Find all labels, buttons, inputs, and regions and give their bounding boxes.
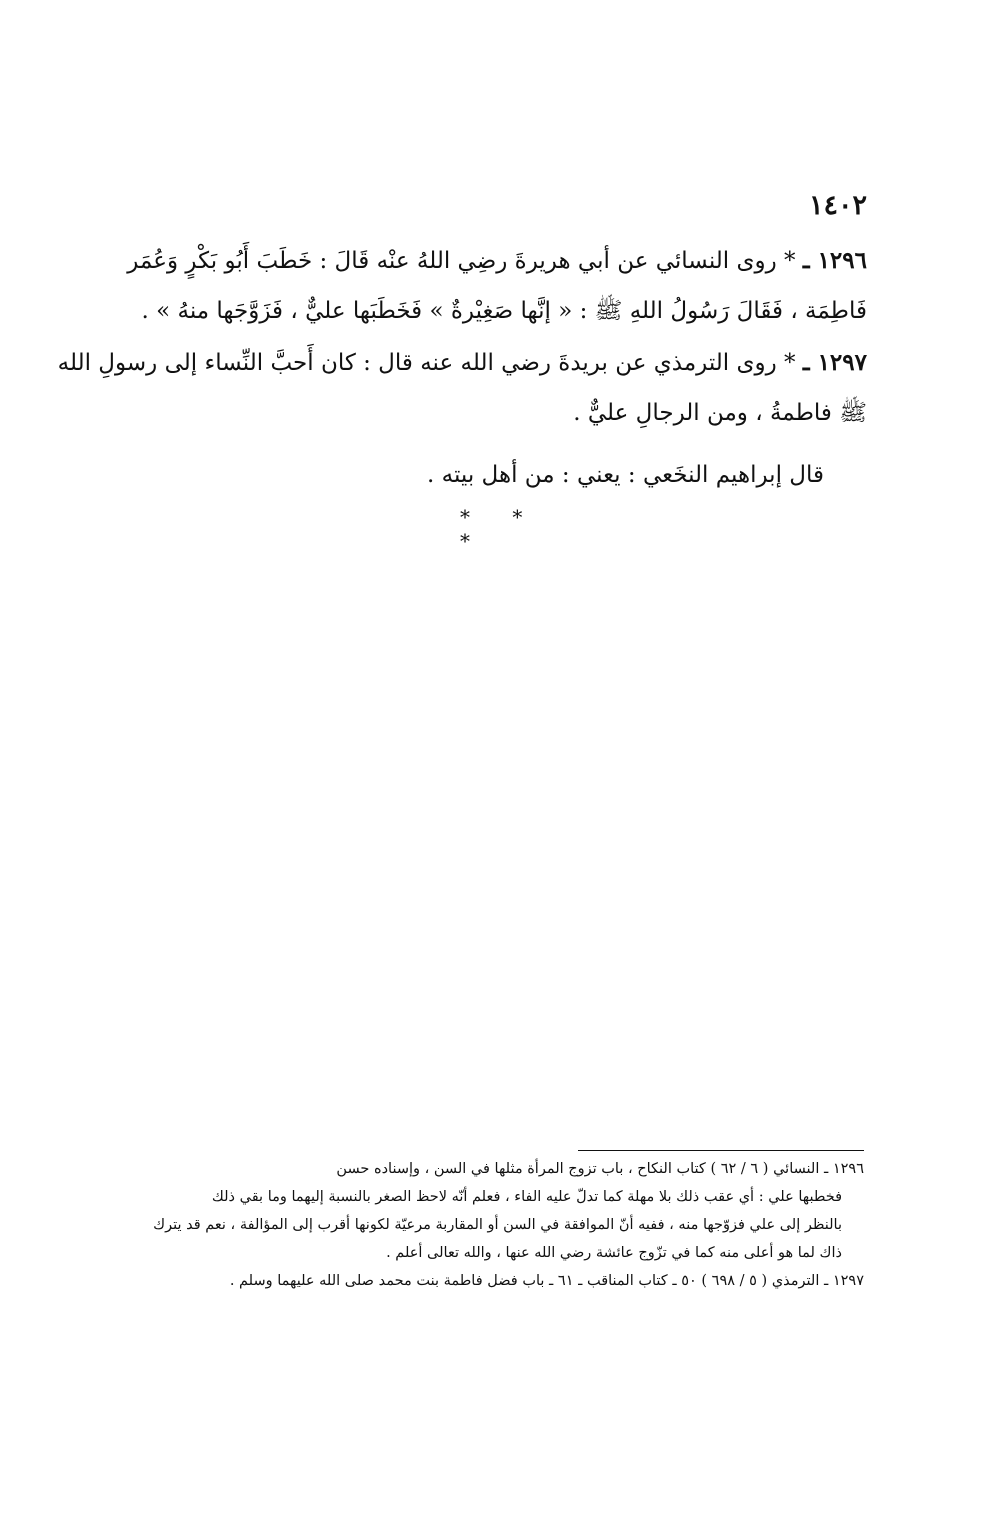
nakhai-note (427, 450, 824, 500)
hadith-1297 (57, 338, 867, 438)
footnote-divider (578, 1150, 864, 1151)
hadith-1297-text-1: * روى الترمذي عن بريدةَ رضي الله عنه قال : كان أَحبَّ النِّساء إلى رسولِ الله (57, 350, 796, 376)
footnote-1296-line-3: بالنظر إلى علي فزوّجها منه ، ففيه أنّ الموافقة في السن أو المقاربة مرعيّة لكونها أقرب إلى المؤالفة ، نعم قد يترك (153, 1217, 842, 1233)
footnote-1296-line-4: ذاك لما هو أعلى منه كما في تزّوج عائشة رضي الله عنها ، والله تعالى أعلم . (386, 1245, 842, 1261)
hadith-1296 (127, 236, 867, 336)
footnote-1296-line-1: ١٢٩٦ ـ النسائي ( ٦ / ٦٢ ) كتاب النكاح ، باب تزوج المرأة مثلها في السن ، وإسناده حسن (336, 1161, 864, 1177)
hadith-1297-line-2: ﷺ فاطمةُ ، ومن الرجالِ عليٌّ . (573, 400, 867, 426)
nakhai-note-text: قال إبراهيم النخَعي : يعني : من أهل بيته . (426, 462, 824, 488)
hadith-1296-text-1: * روى النسائي عن أبي هريرةَ رضِي اللهُ عنْه قَالَ : خَطَبَ أَبُو بَكْرٍ وَعُمَر (127, 248, 796, 274)
hadith-1296-line-2: فَاطِمَة ، فَقَالَ رَسُولُ اللهِ ﷺ : « إنَّها صَغِيْرةٌ » فَخَطَبَها عليٌّ ، فَزَوَّجَها منهُ » . (141, 298, 867, 324)
hadith-1297-line-1 (57, 338, 867, 388)
footnotes (150, 1155, 864, 1295)
footnote-1296-line-2: فخطبها علي : أي عقب ذلك بلا مهلة كما تدلّ عليه الفاء ، فعلم أنّه لاحظ الصغر بالنسبة إليهما وما بقي ذلك (211, 1189, 842, 1205)
hadith-1296-line-1 (127, 236, 867, 286)
footnote-1297-line-1: ١٢٩٧ ـ الترمذي ( ٥ / ٦٩٨ ) ٥٠ ـ كتاب المناقب ـ ٦١ ـ باب فضل فاطمة بنت محمد صلى الله عليهما وسلم . (229, 1273, 864, 1289)
hadith-1297-number: ١٢٩٧ ـ (802, 349, 867, 376)
page-number: ١٤٠٢ (808, 190, 867, 221)
section-separator: * * * (460, 505, 541, 553)
hadith-1296-number: ١٢٩٦ ـ (802, 247, 867, 274)
